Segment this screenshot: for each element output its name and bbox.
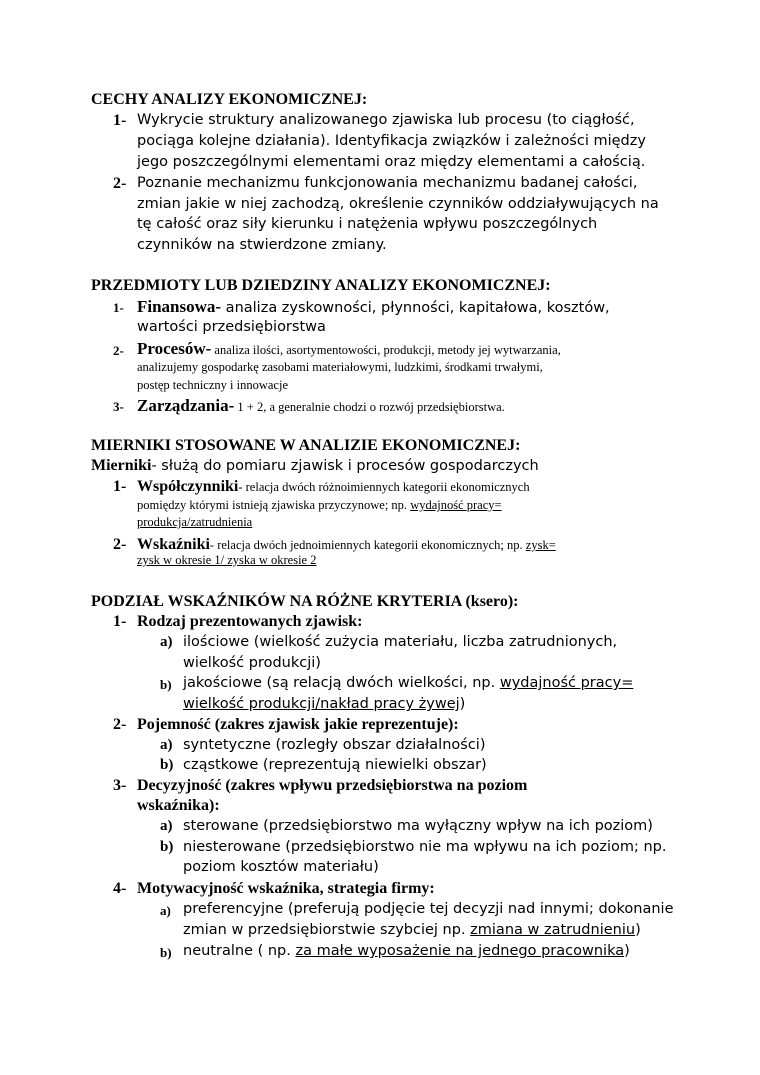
item-term: Zarządzania- xyxy=(137,396,235,415)
sub-letter: b) xyxy=(160,677,172,692)
item-text: postęp techniczny i innowacje xyxy=(137,378,288,392)
group-number: 2- xyxy=(113,716,127,733)
item-text: analiza zyskowności, płynności, kapitałowa, kosztów, xyxy=(221,300,610,316)
sub-letter: b) xyxy=(160,757,174,773)
sub-letter: a) xyxy=(160,634,173,650)
item-number: 2- xyxy=(113,536,127,553)
group-title: Decyzyjność (zakres wpływu przedsiębiorstwa na poziom xyxy=(137,777,528,794)
group-number: 1- xyxy=(113,613,127,630)
section-heading-podzial: PODZIAŁ WSKAŹNIKÓW NA RÓŻNE KRYTERIA (ksero): xyxy=(91,593,519,610)
sub-line xyxy=(183,943,630,959)
formula: wydajność pracy= xyxy=(410,498,502,512)
item-term: Współczynniki xyxy=(137,478,239,495)
sub-text: ) xyxy=(459,696,466,712)
group-title: Motywacyjność wskaźnika, strategia firmy: xyxy=(137,880,435,897)
item-term: Finansowa- xyxy=(137,297,222,316)
sub-text: ) xyxy=(624,943,630,959)
sub-text: zmian w przedsiębiorstwie szybciej np. xyxy=(183,922,471,938)
sub-text: ilościowe (wielkość zużycia materiału, liczba zatrudnionych, xyxy=(183,634,618,650)
sub-line xyxy=(183,696,465,712)
formula: za małe wyposażenie na jednego pracownika xyxy=(295,943,625,959)
sub-letter: a) xyxy=(160,818,173,834)
item-text: wartości przedsiębiorstwa xyxy=(137,319,326,335)
formula: zysk w okresie 1/ zyska w okresie 2 xyxy=(137,553,317,567)
sub-text: neutralne ( np. xyxy=(183,943,296,959)
sub-letter: a) xyxy=(160,737,173,753)
sub-text: poziom kosztów materiału) xyxy=(183,859,379,875)
item-number: 2- xyxy=(113,343,124,358)
item-text: pomiędzy którymi istnieją zjawiska przyczynowe; np. xyxy=(137,498,411,512)
sub-text: ) xyxy=(635,922,641,938)
item-text: Wykrycie struktury analizowanego zjawiska lub procesu (to ciągłość, xyxy=(137,112,635,128)
section-heading-cechy: CECHY ANALIZY EKONOMICZNEJ: xyxy=(91,91,368,108)
item-number: 1- xyxy=(113,478,127,495)
item-term: Procesów- xyxy=(137,339,212,358)
item-line xyxy=(137,396,505,416)
formula: wydajność pracy= xyxy=(499,675,634,691)
group-title: Rodzaj prezentowanych zjawisk: xyxy=(137,613,363,630)
item-text: czynników na stwierdzone zmiany. xyxy=(137,237,387,253)
item-text: Poznanie mechanizmu funkcjonowania mechanizmu badanej całości, xyxy=(137,175,638,191)
group-title: wskaźnika): xyxy=(137,797,220,814)
sub-text: syntetyczne (rozległy obszar działalności) xyxy=(183,737,486,753)
sub-text: jakościowe (są relacją dwóch wielkości, np. xyxy=(183,675,500,691)
formula: zysk= xyxy=(525,538,556,552)
item-text: - relacja dwóch jednoimiennych kategorii ekonomicznych; np. xyxy=(209,538,526,552)
formula: produkcja/zatrudnienia xyxy=(137,515,253,529)
section-heading-przedmioty: PRZEDMIOTY LUB DZIEDZINY ANALIZY EKONOMICZNEJ: xyxy=(91,277,551,294)
sub-line xyxy=(183,922,641,938)
formula: wielkość produkcji/nakład pracy żywej xyxy=(183,696,460,712)
intro-term: Mierniki xyxy=(91,457,152,474)
item-text: tę całość oraz siły kierunku i natężenia wpływu poszczególnych xyxy=(137,216,598,232)
item-line xyxy=(137,297,610,317)
sub-text: niesterowane (przedsiębiorstwo nie ma wpływu na ich poziom; np. xyxy=(183,839,667,855)
sub-letter: b) xyxy=(160,839,174,855)
item-text: analiza ilości, asortymentowości, produkcji, metody jej wytwarzania, xyxy=(211,343,561,357)
group-title: Pojemność (zakres zjawisk jakie reprezentuje): xyxy=(137,716,459,733)
sub-letter: a) xyxy=(160,903,171,918)
item-text: 1 + 2, a generalnie chodzi o rozwój przedsiębiorstwa. xyxy=(234,400,505,414)
item-number: 3- xyxy=(113,399,124,414)
sub-letter: b) xyxy=(160,945,172,960)
sub-text: preferencyjne (preferują podjęcie tej decyzji nad innymi; dokonanie xyxy=(183,901,674,917)
item-text: - relacja dwóch różnoimiennych kategorii ekonomicznych xyxy=(238,480,530,494)
item-line xyxy=(137,498,502,513)
item-text: analizujemy gospodarkę zasobami materiałowymi, ludzkimi, środkami trwałymi, xyxy=(137,360,543,374)
item-line xyxy=(137,536,556,554)
mierniki-intro xyxy=(91,457,539,475)
formula: zmiana w zatrudnieniu xyxy=(470,922,636,938)
item-line xyxy=(137,339,561,359)
sub-text: sterowane (przedsiębiorstwo ma wyłączny wpływ na ich poziom) xyxy=(183,818,653,834)
item-text: jego poszczególnymi elementami oraz między elementami a całością. xyxy=(137,154,646,170)
section-heading-mierniki: MIERNIKI STOSOWANE W ANALIZIE EKONOMICZNEJ: xyxy=(91,437,521,454)
group-number: 4- xyxy=(113,880,127,897)
item-number: 1- xyxy=(113,112,127,129)
item-text: pociąga kolejne działania). Identyfikacja związków i zależności między xyxy=(137,133,646,149)
item-term: Wskaźniki xyxy=(137,536,210,553)
sub-text: wielkość produkcji) xyxy=(183,655,321,671)
intro-text: - służą do pomiaru zjawisk i procesów gospodarczych xyxy=(151,458,539,474)
sub-line xyxy=(183,675,633,691)
item-text: zmian jakie w niej zachodzą, określenie czynników oddziaływujących na xyxy=(137,196,659,212)
group-number: 3- xyxy=(113,777,127,794)
sub-text: cząstkowe (reprezentują niewielki obszar) xyxy=(183,757,487,773)
item-number: 1- xyxy=(113,300,124,315)
item-line xyxy=(137,478,530,496)
item-number: 2- xyxy=(113,175,127,192)
